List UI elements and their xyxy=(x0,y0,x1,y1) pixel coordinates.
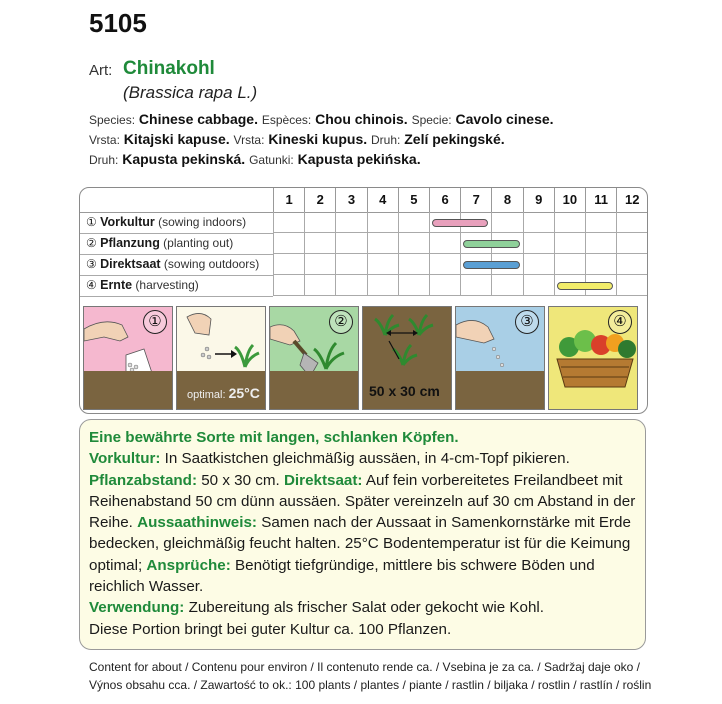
month-header: 3 xyxy=(335,188,366,212)
row-number: ② xyxy=(86,236,97,250)
month-header: 7 xyxy=(460,188,491,212)
row-english: (sowing outdoors) xyxy=(163,257,260,271)
row-number: ① xyxy=(86,215,97,229)
panel-sowing-outdoors xyxy=(455,306,545,410)
portion-text: Diese Portion bringt bei guter Kultur ca. 100 Pflanzen. xyxy=(89,620,452,638)
calendar-row-label xyxy=(86,233,273,254)
row-divider xyxy=(80,296,273,297)
calendar-cell xyxy=(273,254,304,275)
calendar-cell xyxy=(554,254,585,275)
month-header: 5 xyxy=(398,188,429,212)
month-header: 11 xyxy=(585,188,616,212)
calendar-cell xyxy=(523,254,554,275)
calendar-cell xyxy=(335,254,366,275)
month-header: 9 xyxy=(523,188,554,212)
month-header: 4 xyxy=(367,188,398,212)
calendar-cell xyxy=(616,233,647,254)
step-number: ① xyxy=(143,310,167,334)
month-header: 6 xyxy=(429,188,460,212)
headline: Eine bewährte Sorte mit langen, schlanken Köpfen. xyxy=(89,429,459,446)
row-title: Ernte xyxy=(100,278,133,292)
calendar-cell xyxy=(335,233,366,254)
row-english: (sowing indoors) xyxy=(158,215,247,229)
period-bar xyxy=(463,261,519,269)
calendar-cell xyxy=(554,233,585,254)
calendar-cell xyxy=(585,254,616,275)
sowing-calendar xyxy=(79,187,648,414)
latin-name: (Brassica rapa L.) xyxy=(123,83,258,102)
ansprueche-text: Benötigt tiefgründige, mittlere bis schwere Böden und reichlich Wasser. xyxy=(89,556,595,596)
panel-sowing-indoors xyxy=(83,306,173,410)
direktsaat-label: Direktsaat: xyxy=(283,471,363,489)
calendar-cell xyxy=(491,212,522,233)
calendar-cell xyxy=(335,275,366,296)
panel-harvesting xyxy=(548,306,638,410)
calendar-cell xyxy=(304,233,335,254)
step-number: ② xyxy=(329,310,353,334)
calendar-cell xyxy=(585,212,616,233)
month-header: 10 xyxy=(554,188,585,212)
month-header: 8 xyxy=(491,188,522,212)
translations-line-1: Species: Chinese cabbage. Espèces: Chou chinois. Specie: Cavolo cinese. xyxy=(89,111,554,127)
footer-line-2: Výnos obsahu cca. / Zawartość to ok.: 100 plants / plantes / piante / rastlin / biljaka / rostlin / rastlín / roślin xyxy=(89,678,652,692)
calendar-row-label xyxy=(86,275,273,296)
calendar-cell xyxy=(616,254,647,275)
month-header: 12 xyxy=(616,188,647,212)
description-box xyxy=(79,419,646,650)
calendar-cell xyxy=(304,254,335,275)
calendar-cell xyxy=(398,212,429,233)
row-number: ③ xyxy=(86,257,97,271)
calendar-cell xyxy=(616,212,647,233)
period-bar xyxy=(432,219,488,227)
month-header: 1 xyxy=(273,188,304,212)
footer-line-1: Content for about / Contenu pour environ / Il contenuto rende ca. / Vsebina je za ca. / Sadržaj daje oko / xyxy=(89,660,641,674)
product-code: 5105 xyxy=(89,8,147,38)
period-bar xyxy=(463,240,519,248)
pflanzabstand-label: Pflanzabstand: xyxy=(89,471,198,489)
vorkultur-text: In Saatkistchen gleichmäßig aussäen, in 4-cm-Topf pikieren. xyxy=(160,450,570,468)
calendar-cell xyxy=(335,212,366,233)
row-number: ④ xyxy=(86,278,97,292)
row-english: (planting out) xyxy=(163,236,234,250)
description-text xyxy=(89,427,641,640)
direktsaat-text: Auf fein vorbereitetes Freilandbeet mit Reihenabstand 50 cm dünn aussäen. Später vereinzeln auf 30 cm Abstand in der Reihe. xyxy=(89,471,636,532)
soil xyxy=(456,371,544,409)
translations-line-2: Vrsta: Kitajski kapuse. Vrsta: Kineski kupus. Druh: Zelí pekingské. xyxy=(89,131,505,147)
calendar-cell xyxy=(304,275,335,296)
month-header: 2 xyxy=(304,188,335,212)
calendar-cell xyxy=(304,212,335,233)
period-bar xyxy=(557,282,613,290)
temperature-caption: optimal: 25°C xyxy=(187,385,260,401)
soil xyxy=(270,371,358,409)
calendar-cell xyxy=(398,275,429,296)
calendar-cell xyxy=(491,275,522,296)
verwendung-label: Verwendung: xyxy=(89,599,185,617)
spacing-caption: 50 x 30 cm xyxy=(369,383,440,399)
row-english: (harvesting) xyxy=(135,278,199,292)
soil xyxy=(84,371,172,409)
calendar-cell xyxy=(273,212,304,233)
calendar-cell xyxy=(429,233,460,254)
aussaat-label: Aussaathinweis: xyxy=(137,514,257,532)
calendar-cell xyxy=(429,254,460,275)
calendar-cell xyxy=(367,212,398,233)
calendar-cell xyxy=(367,254,398,275)
panel-planting-out xyxy=(269,306,359,410)
calendar-cell xyxy=(616,275,647,296)
translations-line-3: Druh: Kapusta pekinská. Gatunki: Kapusta pekińska. xyxy=(89,151,421,167)
verwendung-text: Zubereitung als frischer Salat oder gekocht wie Kohl. xyxy=(184,599,544,617)
step-number: ④ xyxy=(608,310,632,334)
row-title: Vorkultur xyxy=(100,215,155,229)
calendar-row-label xyxy=(86,254,273,275)
calendar-cell xyxy=(273,233,304,254)
aussaat-text: Samen nach der Aussaat in Samenkornstärke mit Erde bedecken, gleichmäßig feucht halten. 25°C Bodentemperatur ist für die Keimung optimal; xyxy=(89,514,631,574)
art-label: Art: xyxy=(89,62,113,79)
calendar-cell xyxy=(523,233,554,254)
panel-germination xyxy=(176,306,266,410)
panel-spacing xyxy=(362,306,452,410)
calendar-cell xyxy=(398,254,429,275)
row-title: Direktsaat xyxy=(100,257,161,271)
variety-name: Chinakohl xyxy=(123,58,215,79)
ansprueche-label: Ansprüche: xyxy=(146,556,231,574)
calendar-cell xyxy=(523,275,554,296)
calendar-row-label xyxy=(86,212,273,233)
calendar-cell xyxy=(523,212,554,233)
calendar-cell xyxy=(429,275,460,296)
vorkultur-label: Vorkultur: xyxy=(89,450,161,468)
calendar-cell xyxy=(398,233,429,254)
row-title: Pflanzung xyxy=(100,236,160,250)
calendar-cell xyxy=(554,212,585,233)
calendar-cell xyxy=(460,275,491,296)
step-number: ③ xyxy=(515,310,539,334)
calendar-cell xyxy=(273,275,304,296)
calendar-cell xyxy=(585,233,616,254)
calendar-cell xyxy=(367,233,398,254)
calendar-cell xyxy=(367,275,398,296)
pflanzabstand-text: 50 x 30 cm. xyxy=(197,471,284,489)
